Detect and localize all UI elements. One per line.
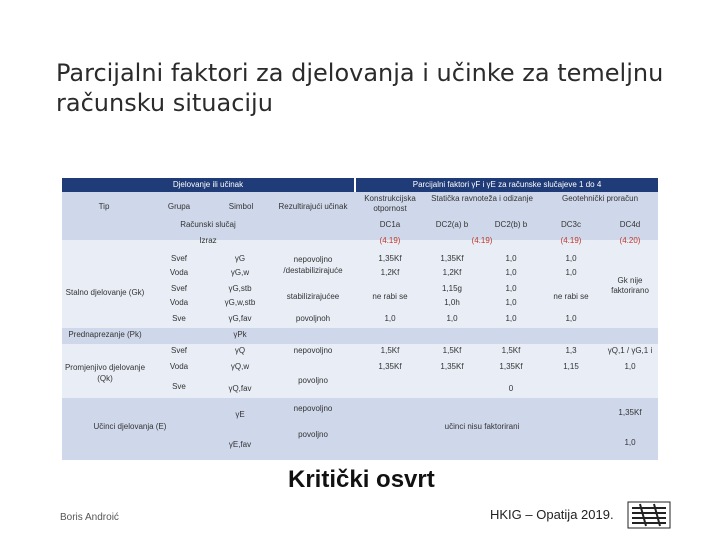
r10-simbol: γE,fav xyxy=(228,440,252,449)
r3-dc2b: 1,0 xyxy=(505,284,517,293)
header-izraz: Izraz xyxy=(199,236,217,245)
r2-grupa: Voda xyxy=(169,268,189,277)
r7-dc3: 1,15 xyxy=(563,362,579,371)
pred-simbol: γPk xyxy=(233,330,247,339)
r34-dc3: ne rabi se xyxy=(553,292,589,301)
r9-value: 1,35Kf xyxy=(618,408,642,417)
r9-simbol: γE xyxy=(235,410,245,419)
ref-dc3: (4.19) xyxy=(560,236,582,245)
r4-grupa: Voda xyxy=(169,298,189,307)
r9-rezultirajuci: nepovoljno xyxy=(293,404,333,413)
r5-rezultirajuci: povoljnoh xyxy=(295,314,331,323)
r5-dc2a: 1,0 xyxy=(446,314,458,323)
r4-dc2b: 1,0 xyxy=(505,298,517,307)
r6-grupa: Svef xyxy=(170,346,187,355)
tip-prednaprezanje: Prednaprezanje (Pk) xyxy=(68,330,142,339)
tip-stalno: Stalno djelovanje (Gk) xyxy=(65,288,145,297)
r8-grupa: Sve xyxy=(172,382,186,391)
r7-dc4: 1,0 xyxy=(624,362,636,371)
r6-dc3: 1,3 xyxy=(565,346,577,355)
footer-event: HKIG – Opatija 2019. xyxy=(490,507,614,522)
r2-dc1a: 1,2Kf xyxy=(380,268,400,277)
header-factors: Parcijalni faktori γF i γE za računske slučajeve 1 do 4 xyxy=(356,178,658,192)
header-dc2b: DC2(b) b xyxy=(494,220,528,229)
r2-dc2b: 1,0 xyxy=(505,268,517,277)
r10-value: 1,0 xyxy=(624,438,636,447)
r2-dc2a: 1,2Kf xyxy=(442,268,462,277)
r7-grupa: Voda xyxy=(169,362,189,371)
r1-dc2a: 1,35Kf xyxy=(440,254,464,263)
r6-dc4: γQ,1 / γG,1 i xyxy=(607,346,653,355)
r5-dc3: 1,0 xyxy=(565,314,577,323)
r5-dc1a: 1,0 xyxy=(384,314,396,323)
tip-ucinci: Učinci djelovanja (E) xyxy=(93,422,167,431)
r2-dc3: 1,0 xyxy=(565,268,577,277)
r8-value: 0 xyxy=(508,384,514,393)
hkig-logo-icon xyxy=(626,500,672,530)
ref-dc1a: (4.19) xyxy=(379,236,401,245)
partial-factors-table xyxy=(62,178,658,460)
r10-rezultirajuci: povoljno xyxy=(298,430,328,439)
r1-grupa: Svef xyxy=(170,254,187,263)
r6-rezultirajuci: nepovoljno xyxy=(293,346,333,355)
header-staticka: Statička ravnoteža i odizanje xyxy=(431,194,533,203)
slide-title: Parcijalni faktori za djelovanja i učinke za temeljnu računsku situaciju xyxy=(56,59,664,117)
r7-dc2a: 1,35Kf xyxy=(440,362,464,371)
r1-dc2b: 1,0 xyxy=(505,254,517,263)
pred-band xyxy=(62,328,658,344)
ucinci-note: učinci nisu faktorirani xyxy=(444,422,520,431)
header-action: Djelovanje ili učinak xyxy=(62,178,354,192)
tip-promjenjivo: Promjenjivo djelovanje (Qk) xyxy=(64,363,146,383)
header-racunski: Računski slučaj xyxy=(180,220,236,229)
r4-simbol: γG,w,stb xyxy=(224,298,256,307)
header-simbol: Simbol xyxy=(228,202,254,211)
header-konstrukcijska: Konstrukcijska otpornost xyxy=(364,194,416,213)
gk-note: Gk nije faktorirano xyxy=(611,276,649,295)
r3-simbol: γG,stb xyxy=(228,284,252,293)
r4-dc2a: 1,0h xyxy=(444,298,460,307)
overlay-title: Kritički osvrt xyxy=(288,466,435,493)
r1-simbol: γG xyxy=(234,254,246,263)
header-geotehnicki: Geotehnički proračun xyxy=(561,194,639,203)
r8-rezultirajuci: povoljno xyxy=(298,376,328,385)
r7-dc1a: 1,35Kf xyxy=(378,362,402,371)
header-dc4: DC4d xyxy=(619,220,641,229)
header-tip: Tip xyxy=(98,202,110,211)
r3-dc2a: 1,15g xyxy=(441,284,463,293)
r6-dc1a: 1,5Kf xyxy=(380,346,400,355)
r5-dc2b: 1,0 xyxy=(505,314,517,323)
r34-rezultirajuci: stabilizirajućee xyxy=(286,292,340,301)
header-rezultirajuci: Rezultirajući učinak xyxy=(278,202,348,211)
r3-grupa: Svef xyxy=(170,284,187,293)
ref-dc4: (4.20) xyxy=(619,236,641,245)
r6-dc2a: 1,5Kf xyxy=(442,346,462,355)
r7-simbol: γQ,w xyxy=(230,362,250,371)
header-dc2a: DC2(a) b xyxy=(435,220,469,229)
footer-author: Boris Androić xyxy=(60,512,119,523)
r2-simbol: γG,w xyxy=(230,268,250,277)
r1-dc3: 1,0 xyxy=(565,254,577,263)
header-dc1a: DC1a xyxy=(379,220,401,229)
r12-rezultirajuci: nepovoljno /destabilizirajuće xyxy=(283,255,343,275)
header-grupa: Grupa xyxy=(167,202,191,211)
ref-dc2: (4.19) xyxy=(471,236,493,245)
r5-simbol: γG,fav xyxy=(228,314,252,323)
r34-dc1a: ne rabi se xyxy=(372,292,408,301)
header-dc3: DC3c xyxy=(560,220,581,229)
r1-dc1a: 1,35Kf xyxy=(378,254,402,263)
r5-grupa: Sve xyxy=(172,314,186,323)
r7-dc2b: 1,35Kf xyxy=(499,362,523,371)
r8-simbol: γQ,fav xyxy=(228,384,252,393)
r6-simbol: γQ xyxy=(234,346,246,355)
r6-dc2b: 1,5Kf xyxy=(501,346,521,355)
